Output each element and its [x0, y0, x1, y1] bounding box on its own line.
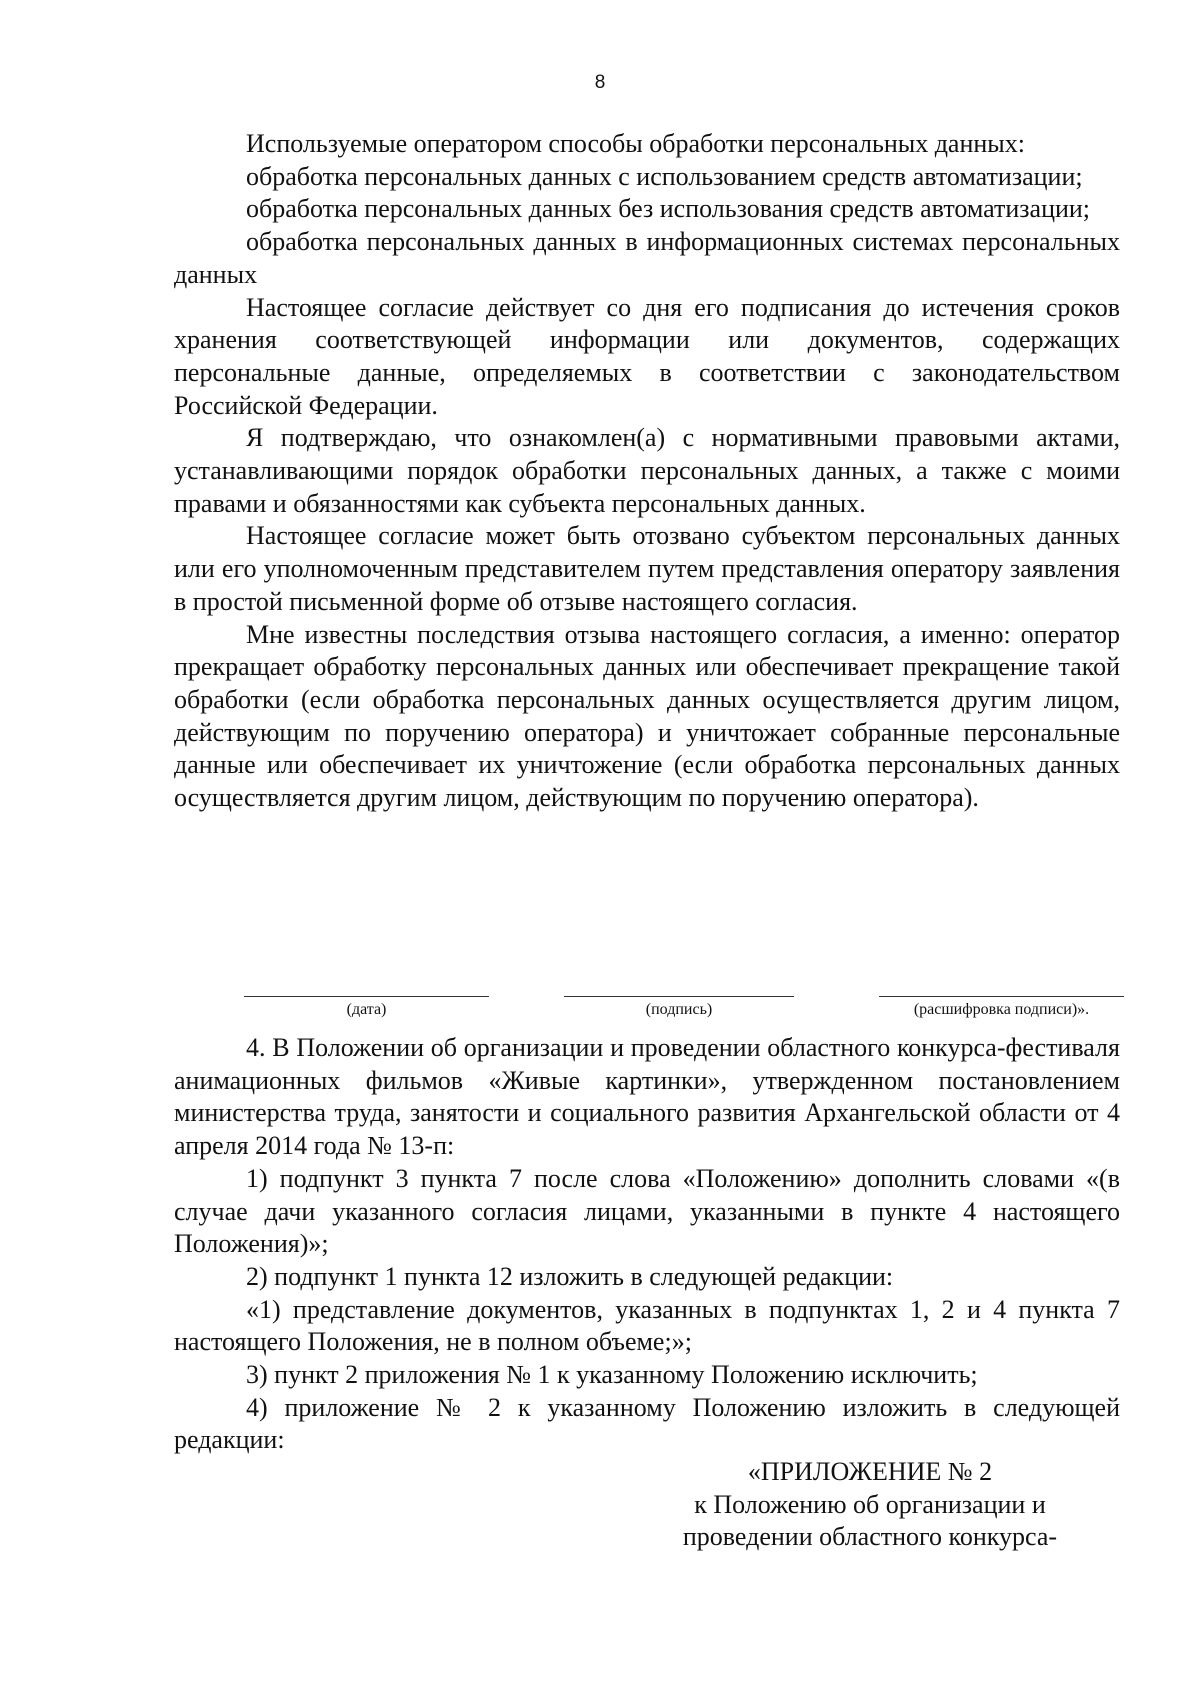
- page-number: 8: [594, 72, 606, 93]
- paragraph: «1) представление документов, указанных в подпунктах 1, 2 и 4 пункта 7 настоящего Положения, не в полном объеме;»;: [174, 1294, 1120, 1357]
- consent-text-block: [174, 128, 1120, 815]
- paragraph: Настоящее согласие действует со дня его подписания до истечения сроков хранения соответствующей информации или документов, содержащих персональные данные, определяемых в соответствии с законодательством Российской Федерации.: [174, 292, 1120, 420]
- paragraph: Мне известны последствия отзыва настоящего согласия, а именно: оператор прекращает обработку персональных данных или обеспечивает прекращение такой обработки (если обработка персональных данных осуществляется другим лицом, действующим по поручению оператора) и уничтожает собранные персональные данные или обеспечивает их уничтожение (если обработка персональных данных осуществляется другим лицом, действующим по поручению оператора).: [174, 619, 1120, 813]
- paragraph: Используемые оператором способы обработки персональных данных:: [246, 129, 1025, 158]
- paragraph: 1) подпункт 3 пункта 7 после слова «Положению» дополнить словами «(в случае дачи указанного согласия лицами, указанными в пункте 4 настоящего Положения)»;: [174, 1163, 1120, 1259]
- paragraph: 4) приложение № 2 к указанному Положению изложить в следующей редакции:: [174, 1392, 1120, 1455]
- date-line: [244, 996, 489, 997]
- signature-decode-label: (расшифровка подписи)».: [913, 1001, 1090, 1018]
- paragraph: 3) пункт 2 приложения № 1 к указанному Положению исключить;: [246, 1360, 978, 1390]
- date-field: [244, 996, 489, 1019]
- signature-decode-line: [879, 996, 1124, 997]
- date-label: (дата): [346, 1001, 387, 1018]
- paragraph: Настоящее согласие может быть отозвано субъектом персональных данных или его уполномоченным представителем путем представления оператору заявления в простой письменной форме об отзыве настоящего согласия.: [174, 521, 1120, 616]
- signature-field: [564, 996, 794, 1019]
- paragraph: обработка персональных данных без использования средств автоматизации;: [246, 194, 1091, 224]
- signature-decode-field: [879, 996, 1124, 1019]
- appendix-subtitle-line: проведении областного конкурса-: [682, 1522, 1058, 1552]
- paragraph: Я подтверждаю, что ознакомлен(а) с нормативными правовыми актами, устанавливающими порядок обработки персональных данных, а также с моими правами и обязанностями как субъекта персональных данных.: [174, 423, 1120, 518]
- paragraph: 2) подпункт 1 пункта 12 изложить в следующей редакции:: [246, 1261, 894, 1291]
- appendix-subtitle-line: к Положению об организации и: [694, 1489, 1046, 1519]
- amendments-text-block: [174, 1032, 1120, 1457]
- signature-label: (подпись): [645, 1001, 713, 1018]
- appendix-title: «ПРИЛОЖЕНИЕ № 2: [747, 1457, 993, 1486]
- paragraph: обработка персональных данных в информационных системах персональных данных: [174, 227, 1120, 289]
- appendix-header: [640, 1456, 1100, 1554]
- signature-block: [174, 996, 1120, 1030]
- signature-line: [564, 996, 794, 997]
- paragraph: 4. В Положении об организации и проведении областного конкурса-фестиваля анимационных фильмов «Живые картинки», утвержденном постановлением министерства труда, занятости и социального развития Архангельской области от 4 апреля 2014 года № 13-п:: [174, 1033, 1120, 1161]
- paragraph: обработка персональных данных с использованием средств автоматизации;: [246, 161, 1083, 191]
